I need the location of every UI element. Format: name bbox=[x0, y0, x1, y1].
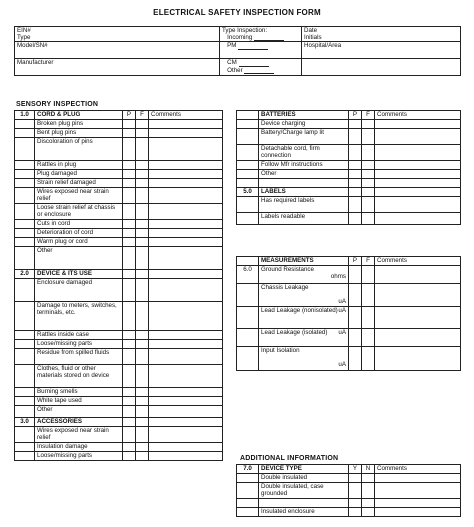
lead-leakage-nonisolated-field[interactable]: Lead Leakage (nonisolated) uA bbox=[259, 306, 349, 328]
comment-cell[interactable] bbox=[149, 331, 223, 340]
form-title: ELECTRICAL SAFETY INSPECTION FORM bbox=[153, 8, 321, 17]
comment-cell[interactable] bbox=[375, 474, 461, 483]
list-item: Residue from spilled fluids bbox=[35, 349, 123, 365]
list-item: Insulated enclosure bbox=[259, 508, 349, 517]
pass-box[interactable] bbox=[123, 179, 136, 188]
list-item: Deterioration of cord bbox=[35, 229, 123, 238]
pass-box[interactable] bbox=[123, 204, 136, 220]
measurements-table: MEASUREMENTS P F Comments 6.0 Ground Resistance ohms Chassis Leakage uA Lead Leakage (nonisolated) uA Lead Leakage (isolated) uA Input Isolation uA bbox=[236, 256, 461, 371]
comment-cell[interactable] bbox=[375, 120, 461, 129]
comment-cell[interactable] bbox=[149, 120, 223, 129]
list-item: Clothes, fluid or other materials stored on device bbox=[35, 365, 123, 388]
fail-box[interactable] bbox=[362, 306, 375, 328]
yes-box[interactable] bbox=[349, 474, 362, 483]
list-item: Has required labels bbox=[259, 197, 349, 213]
fail-box[interactable] bbox=[362, 213, 375, 225]
device-type-num: 7.0 bbox=[237, 465, 259, 474]
fail-box[interactable] bbox=[136, 220, 149, 229]
pass-box[interactable] bbox=[349, 197, 362, 213]
comment-cell[interactable] bbox=[375, 328, 461, 346]
comment-cell[interactable] bbox=[149, 452, 223, 461]
comment-cell[interactable] bbox=[149, 427, 223, 443]
comment-cell[interactable] bbox=[149, 247, 223, 270]
pass-box[interactable] bbox=[349, 170, 362, 179]
date-field[interactable]: Date Initials bbox=[302, 27, 461, 42]
list-item: Double insulated bbox=[259, 474, 349, 483]
sensory-right-table: BATTERIES P F Comments Device charging Battery/Charge lamp lit Detachable cord, firm connection Follow Mfr instructions Other 5.0 LABELS Has required labels Labels readable bbox=[236, 110, 461, 225]
pass-box[interactable] bbox=[123, 443, 136, 452]
incoming-blank[interactable] bbox=[254, 34, 284, 41]
accessories-num: 3.0 bbox=[15, 418, 35, 427]
list-item: Wires exposed near strain relief bbox=[35, 188, 123, 204]
fail-box[interactable] bbox=[136, 188, 149, 204]
fail-box[interactable] bbox=[136, 229, 149, 238]
pass-box[interactable] bbox=[123, 188, 136, 204]
device-title: DEVICE & ITS USE bbox=[35, 270, 123, 279]
input-isolation-field[interactable]: Input Isolation uA bbox=[259, 346, 349, 370]
other-blank[interactable] bbox=[244, 67, 274, 74]
comment-cell[interactable] bbox=[375, 266, 461, 284]
comment-cell[interactable] bbox=[149, 238, 223, 247]
device-type-table: 7.0 DEVICE TYPE Y N Comments Double insulated Double insulated, case grounded Insulated enclosure bbox=[236, 464, 461, 517]
list-item: Warm plug or cord bbox=[35, 238, 123, 247]
comment-cell[interactable] bbox=[375, 170, 461, 179]
pm-blank[interactable] bbox=[238, 43, 268, 50]
accessories-title: ACCESSORIES bbox=[35, 418, 123, 427]
pass-box[interactable] bbox=[349, 161, 362, 170]
pass-box[interactable] bbox=[123, 331, 136, 340]
comment-cell[interactable] bbox=[375, 161, 461, 170]
yes-box[interactable] bbox=[349, 508, 362, 517]
fail-box[interactable] bbox=[362, 284, 375, 307]
fail-box[interactable] bbox=[136, 406, 149, 418]
batteries-title: BATTERIES bbox=[259, 111, 349, 120]
pass-box[interactable] bbox=[349, 145, 362, 161]
measurements-num: 6.0 bbox=[237, 266, 259, 284]
pass-box[interactable] bbox=[349, 306, 362, 328]
pass-box[interactable] bbox=[123, 349, 136, 365]
fail-box[interactable] bbox=[362, 120, 375, 129]
list-item: White tape used bbox=[35, 397, 123, 406]
comment-cell[interactable] bbox=[149, 406, 223, 418]
pass-box[interactable] bbox=[349, 120, 362, 129]
comment-cell[interactable] bbox=[149, 397, 223, 406]
device-num: 2.0 bbox=[15, 270, 35, 279]
comment-cell[interactable] bbox=[149, 365, 223, 388]
sensory-label: SENSORY INSPECTION bbox=[16, 101, 99, 108]
fail-box[interactable] bbox=[136, 331, 149, 340]
sensory-left-table: 1.0 CORD & PLUG P F Comments Broken plug pins Bent plug pins Discoloration of pins Rattles in plug Plug damaged Strain relief damaged Wires exposed near strain relief Loose strain relief at chassis or enclosure Cuts in cord Deterioration of cord Warm plug or cord Other 2.0 DEVICE & ITS USE Enclosure damaged Damage to meters, switches, terminals, etc. Rattles inside case Loose/missing parts Residue from spilled fluids Clothes, fluid or other materials stored on device Burning smells White tape used Other 3.0 ACCESSORIES Wires exposed near strain relief Insulation damage Loose/missing parts bbox=[14, 110, 223, 461]
pass-box[interactable] bbox=[123, 427, 136, 443]
comment-cell[interactable] bbox=[149, 443, 223, 452]
list-item: Enclosure damaged bbox=[35, 279, 123, 302]
pass-box[interactable] bbox=[123, 120, 136, 129]
list-item: Labels readable bbox=[259, 213, 349, 225]
list-item: Rattles in plug bbox=[35, 161, 123, 170]
fail-box[interactable] bbox=[362, 328, 375, 346]
lead-leakage-isolated-field[interactable]: Lead Leakage (isolated) uA bbox=[259, 328, 349, 346]
list-item: Loose strain relief at chassis or enclosure bbox=[35, 204, 123, 220]
comment-cell[interactable] bbox=[375, 483, 461, 499]
fail-box[interactable] bbox=[136, 279, 149, 302]
pass-box[interactable] bbox=[349, 129, 362, 145]
hospital-field[interactable]: Hospital/Area bbox=[302, 42, 461, 59]
list-item: Other bbox=[35, 247, 123, 270]
comment-cell[interactable] bbox=[375, 213, 461, 225]
list-item: Insulation damage bbox=[35, 443, 123, 452]
fail-box[interactable] bbox=[136, 238, 149, 247]
no-box[interactable] bbox=[362, 483, 375, 499]
list-item: Other bbox=[259, 170, 349, 179]
no-box[interactable] bbox=[362, 474, 375, 483]
fail-box[interactable] bbox=[136, 365, 149, 388]
fail-box[interactable] bbox=[362, 129, 375, 145]
fail-box[interactable] bbox=[136, 179, 149, 188]
fail-box[interactable] bbox=[136, 443, 149, 452]
yes-box[interactable] bbox=[349, 483, 362, 499]
comment-cell[interactable] bbox=[375, 508, 461, 517]
pass-box[interactable] bbox=[123, 247, 136, 270]
fail-box[interactable] bbox=[136, 120, 149, 129]
fail-box[interactable] bbox=[362, 161, 375, 170]
cord-num: 1.0 bbox=[15, 111, 35, 120]
pass-box[interactable] bbox=[123, 452, 136, 461]
chassis-leakage-field[interactable]: Chassis Leakage uA bbox=[259, 284, 349, 307]
comment-cell[interactable] bbox=[149, 279, 223, 302]
fail-box[interactable] bbox=[136, 247, 149, 270]
comment-cell[interactable] bbox=[375, 145, 461, 161]
pass-box[interactable] bbox=[349, 328, 362, 346]
ground-resistance-field[interactable]: Ground Resistance ohms bbox=[259, 266, 349, 284]
pass-box[interactable] bbox=[123, 388, 136, 397]
list-item: Burning smells bbox=[35, 388, 123, 397]
comment-cell[interactable] bbox=[149, 204, 223, 220]
list-item: Detachable cord, firm connection bbox=[259, 145, 349, 161]
type-inspection-field[interactable]: Type Inspection: Incoming bbox=[220, 27, 302, 42]
fail-box[interactable] bbox=[362, 170, 375, 179]
manufacturer-field[interactable]: Manufacturer bbox=[15, 59, 220, 76]
comment-cell[interactable] bbox=[375, 284, 461, 307]
list-item: Broken plug pins bbox=[35, 120, 123, 129]
pass-box[interactable] bbox=[349, 266, 362, 284]
header-table bbox=[14, 26, 461, 76]
pass-box[interactable] bbox=[349, 213, 362, 225]
comment-cell[interactable] bbox=[375, 129, 461, 145]
list-item: Cuts in cord bbox=[35, 220, 123, 229]
pass-box[interactable] bbox=[123, 138, 136, 161]
fail-box[interactable] bbox=[136, 452, 149, 461]
pass-box[interactable] bbox=[349, 284, 362, 307]
list-item: Damage to meters, switches, terminals, etc. bbox=[35, 302, 123, 331]
fail-box[interactable] bbox=[362, 266, 375, 284]
comment-cell[interactable] bbox=[149, 188, 223, 204]
pass-box[interactable] bbox=[123, 220, 136, 229]
pass-box[interactable] bbox=[123, 302, 136, 331]
comment-cell[interactable] bbox=[149, 388, 223, 397]
list-item: Loose/missing parts bbox=[35, 452, 123, 461]
fail-box[interactable] bbox=[136, 388, 149, 397]
comment-cell[interactable] bbox=[375, 197, 461, 213]
list-item: Follow Mfr instructions bbox=[259, 161, 349, 170]
pass-box[interactable] bbox=[123, 170, 136, 179]
pass-box[interactable] bbox=[349, 346, 362, 370]
fail-box[interactable] bbox=[136, 161, 149, 170]
fail-box[interactable] bbox=[136, 204, 149, 220]
pm-field[interactable]: PM bbox=[220, 42, 302, 59]
list-item: Rattles inside case bbox=[35, 331, 123, 340]
comment-cell[interactable] bbox=[149, 349, 223, 365]
comment-cell[interactable] bbox=[375, 346, 461, 370]
list-item: Strain relief damaged bbox=[35, 179, 123, 188]
list-item: Plug damaged bbox=[35, 170, 123, 179]
no-box[interactable] bbox=[362, 508, 375, 517]
fail-box[interactable] bbox=[136, 427, 149, 443]
pass-box[interactable] bbox=[123, 161, 136, 170]
comment-cell[interactable] bbox=[149, 179, 223, 188]
fail-box[interactable] bbox=[136, 397, 149, 406]
comment-cell[interactable] bbox=[149, 340, 223, 349]
pass-box[interactable] bbox=[123, 238, 136, 247]
comment-cell[interactable] bbox=[149, 129, 223, 138]
pass-box[interactable] bbox=[123, 397, 136, 406]
comment-cell[interactable] bbox=[149, 138, 223, 161]
comment-cell[interactable] bbox=[149, 229, 223, 238]
fail-box[interactable] bbox=[136, 170, 149, 179]
additional-info-label: ADDITIONAL INFORMATION bbox=[240, 455, 339, 462]
labels-num: 5.0 bbox=[237, 188, 259, 197]
list-item: Device charging bbox=[259, 120, 349, 129]
comment-cell[interactable] bbox=[149, 170, 223, 179]
list-item: Bent plug pins bbox=[35, 129, 123, 138]
fail-box[interactable] bbox=[136, 129, 149, 138]
list-item: Other bbox=[35, 406, 123, 418]
pass-box[interactable] bbox=[123, 365, 136, 388]
model-field[interactable]: Model/SN# bbox=[15, 42, 220, 59]
fail-box[interactable] bbox=[136, 138, 149, 161]
fail-box[interactable] bbox=[136, 340, 149, 349]
cord-title: CORD & PLUG bbox=[35, 111, 123, 120]
cm-field[interactable]: CM Other bbox=[220, 59, 302, 76]
measurements-title: MEASUREMENTS bbox=[259, 257, 349, 266]
fail-box[interactable] bbox=[362, 145, 375, 161]
fail-box[interactable] bbox=[136, 349, 149, 365]
fail-box[interactable] bbox=[136, 302, 149, 331]
comment-cell[interactable] bbox=[149, 161, 223, 170]
list-item: Wires exposed near strain relief bbox=[35, 427, 123, 443]
ein-field[interactable]: EIN# Type bbox=[15, 27, 220, 42]
list-item: Discoloration of pins bbox=[35, 138, 123, 161]
fail-box[interactable] bbox=[362, 346, 375, 370]
labels-title: LABELS bbox=[259, 188, 349, 197]
comment-cell[interactable] bbox=[375, 306, 461, 328]
fail-box[interactable] bbox=[362, 197, 375, 213]
list-item: Double insulated, case grounded bbox=[259, 483, 349, 499]
pass-box[interactable] bbox=[123, 340, 136, 349]
comment-cell[interactable] bbox=[149, 302, 223, 331]
device-type-title: DEVICE TYPE bbox=[259, 465, 349, 474]
cm-blank[interactable] bbox=[239, 60, 269, 67]
list-item: Battery/Charge lamp lit bbox=[259, 129, 349, 145]
pass-box[interactable] bbox=[123, 229, 136, 238]
list-item: Loose/missing parts bbox=[35, 340, 123, 349]
pass-box[interactable] bbox=[123, 129, 136, 138]
comment-cell[interactable] bbox=[149, 220, 223, 229]
pass-box[interactable] bbox=[123, 279, 136, 302]
pass-box[interactable] bbox=[123, 406, 136, 418]
